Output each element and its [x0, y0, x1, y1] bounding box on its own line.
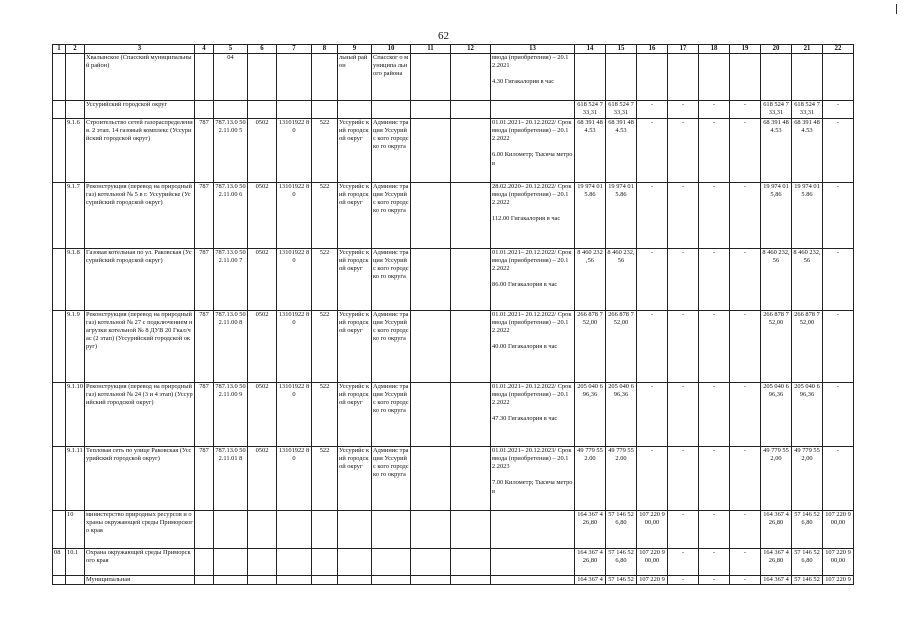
cell-col-9 [338, 511, 372, 549]
table-row [53, 249, 854, 311]
cell-col-20: 164 367 4 26,80 [761, 549, 792, 576]
cell-col-9: Уссурийс кий городской округ [338, 311, 372, 383]
cell-col-7 [277, 54, 312, 101]
cell-col-22 [823, 54, 854, 101]
cell-col-10 [372, 549, 411, 576]
cell-col-7: 13101922 80 [277, 183, 312, 249]
header-cell-2: 2 [66, 45, 85, 54]
cell-col-18: - [699, 119, 730, 183]
cell-col-5 [214, 576, 248, 585]
table-row [53, 311, 854, 383]
cell-col-12 [451, 54, 491, 101]
cell-col-14: 164 367 4 26,80 [575, 549, 606, 576]
cell-col-12 [451, 119, 491, 183]
cell-col-4: 787 [195, 183, 214, 249]
cell-col-21 [792, 54, 823, 101]
cell-col-4: 787 [195, 249, 214, 311]
cell-col-11 [411, 119, 451, 183]
cell-col-11 [411, 576, 451, 585]
cell-col-7 [277, 511, 312, 549]
cell-col-9 [338, 576, 372, 585]
cell-col-9: Уссурийс кий городской округ [338, 183, 372, 249]
cell-col-4 [195, 101, 214, 119]
cell-col-19: - [730, 311, 761, 383]
cell-col-4: 787 [195, 447, 214, 511]
cell-col-13: 01.01.2021– 20.12.2022/ Срок ввода (приобретения) – 20.12.2022 40.00 Гигакалория в час [491, 311, 575, 383]
cell-col-7: 13101922 80 [277, 311, 312, 383]
cell-col-3: министерство природных ресурсов и охраны окружающей среды Приморского края [85, 511, 195, 549]
cell-col-14: 205 040 6 96,36 [575, 383, 606, 447]
cell-col-6: 0502 [248, 183, 277, 249]
cell-col-16: - [637, 119, 668, 183]
header-cell-12: 12 [451, 45, 491, 54]
cell-col-11 [411, 249, 451, 311]
cell-col-8 [312, 576, 338, 585]
header-cell-10: 10 [372, 45, 411, 54]
cell-col-3: Реконструкция (перевод на природный газ) котельной № 24 (3 и 4 этап) (Уссурийский городской округ) [85, 383, 195, 447]
cell-col-2: 10.1 [66, 549, 85, 576]
cell-col-13 [491, 101, 575, 119]
cell-col-18: - [699, 311, 730, 383]
header-cell-6: 6 [248, 45, 277, 54]
cell-col-7: 13101922 80 [277, 383, 312, 447]
cell-col-22: - [823, 101, 854, 119]
cell-col-5: 787.13.0 502.11.00 9 [214, 383, 248, 447]
cell-col-11 [411, 311, 451, 383]
cell-col-12 [451, 249, 491, 311]
header-cell-18: 18 [699, 45, 730, 54]
cell-col-4: 787 [195, 119, 214, 183]
cell-col-22: 107 220 9 00,00 [823, 549, 854, 576]
cell-col-19: - [730, 183, 761, 249]
cell-col-3: Тепловая сеть по улице Раковская (Уссурийский городской округ) [85, 447, 195, 511]
table-body [53, 45, 854, 585]
cell-col-1 [53, 576, 66, 585]
cell-col-13 [491, 549, 575, 576]
cell-col-11 [411, 383, 451, 447]
cell-col-20: 266 878 7 52,00 [761, 311, 792, 383]
cell-col-16: 107 220 9 00,00 [637, 511, 668, 549]
cell-col-11 [411, 101, 451, 119]
cell-col-20: 205 040 6 96,36 [761, 383, 792, 447]
cell-col-8: 522 [312, 119, 338, 183]
cell-col-3: Газовая котельная по ул. Раковская (Уссурийский городской округ) [85, 249, 195, 311]
cell-col-4 [195, 549, 214, 576]
cell-col-2 [66, 101, 85, 119]
cell-col-21: 618 524 7 33,31 [792, 101, 823, 119]
cell-col-19: - [730, 249, 761, 311]
cell-col-13: ввода (приобретения) – 20.12.2021 4.30 Гигакалория в час [491, 54, 575, 101]
cell-col-8: 522 [312, 383, 338, 447]
cell-col-15: 205 040 6 96,36 [606, 383, 637, 447]
table-row [53, 119, 854, 183]
cell-col-16: - [637, 447, 668, 511]
cell-col-10 [372, 511, 411, 549]
cell-col-10: Админис трация Уссурийс кого городско го округа [372, 383, 411, 447]
header-cell-14: 14 [575, 45, 606, 54]
cell-col-13: 01.01.2021– 20.12.2022/ Срок ввода (приобретения) – 20.12.2022 47.30 Гигакалория в час [491, 383, 575, 447]
cell-col-4: 787 [195, 383, 214, 447]
cell-col-10: Админис трация Уссурийс кого городско го округа [372, 311, 411, 383]
cell-col-15: 266 878 7 52,00 [606, 311, 637, 383]
cell-col-6: 0502 [248, 119, 277, 183]
cell-col-13 [491, 576, 575, 585]
cell-col-5 [214, 101, 248, 119]
cell-col-6 [248, 101, 277, 119]
cell-col-10 [372, 101, 411, 119]
cell-col-18: - [699, 249, 730, 311]
header-cell-21: 21 [792, 45, 823, 54]
cell-col-5: 787.13.0 502.11.00 6 [214, 183, 248, 249]
cell-col-2: 9.1.10 [66, 383, 85, 447]
header-cell-11: 11 [411, 45, 451, 54]
cell-col-21: 57 146 52 6,80 [792, 511, 823, 549]
cell-col-4 [195, 54, 214, 101]
cell-col-2: 9.1.11 [66, 447, 85, 511]
cell-col-8 [312, 511, 338, 549]
cell-col-20: 49 779 55 2,00 [761, 447, 792, 511]
cell-col-6: 0502 [248, 383, 277, 447]
cell-col-20: 618 524 7 33,31 [761, 101, 792, 119]
header-cell-19: 19 [730, 45, 761, 54]
cell-col-14: 266 878 7 52,00 [575, 311, 606, 383]
cell-col-3: Хвалынское (Спасский муниципальный район) [85, 54, 195, 101]
cell-col-9: льный район [338, 54, 372, 101]
header-cell-5: 5 [214, 45, 248, 54]
header-cell-13: 13 [491, 45, 575, 54]
cell-col-18: - [699, 101, 730, 119]
cell-col-18: - [699, 447, 730, 511]
cell-col-3: Муниципальная [85, 576, 195, 585]
cell-col-18: - [699, 549, 730, 576]
cell-col-9: Уссурийс кий городской округ [338, 383, 372, 447]
cell-col-12 [451, 101, 491, 119]
cell-col-10: Админис трация Уссурийс кого городско го округа [372, 119, 411, 183]
cell-col-14: 164 367 4 26,80 [575, 511, 606, 549]
cell-col-22: - [823, 183, 854, 249]
cell-col-1 [53, 54, 66, 101]
cell-col-14: 19 974 01 5.86 [575, 183, 606, 249]
cell-col-16: - [637, 249, 668, 311]
cell-col-3: Уссурийский городской округ [85, 101, 195, 119]
cell-col-20: 164 367 4 [761, 576, 792, 585]
cell-col-18: - [699, 183, 730, 249]
cell-col-17: - [668, 119, 699, 183]
cell-col-20: 19 974 01 5,86 [761, 183, 792, 249]
cell-col-9: Уссурийс кий городской округ [338, 447, 372, 511]
cell-col-16: 107 220 9 00,00 [637, 549, 668, 576]
cell-col-8: 522 [312, 249, 338, 311]
table-row [53, 101, 854, 119]
cell-col-5 [214, 549, 248, 576]
cell-col-15: 19 974 01 5.86 [606, 183, 637, 249]
cell-col-21: 266 878 7 52,00 [792, 311, 823, 383]
budget-table [52, 44, 854, 585]
cell-col-2: 10 [66, 511, 85, 549]
cell-col-1: 08 [53, 549, 66, 576]
cell-col-13: 01.01.2021– 20.12.2022/ Срок ввода (приобретения) – 20.12.2022 86.00 Гигакалория в час [491, 249, 575, 311]
cell-col-4 [195, 576, 214, 585]
cell-col-7: 13101922 80 [277, 447, 312, 511]
cell-col-6 [248, 511, 277, 549]
cell-col-20: 68 391 48 4.53 [761, 119, 792, 183]
cell-col-8 [312, 101, 338, 119]
cell-col-18: - [699, 383, 730, 447]
cell-col-15: 57 146 52 [606, 576, 637, 585]
cell-col-2: 9.1.7 [66, 183, 85, 249]
cell-col-9 [338, 549, 372, 576]
table-row [53, 511, 854, 549]
cell-col-8: 522 [312, 183, 338, 249]
cell-col-1 [53, 383, 66, 447]
header-cell-16: 16 [637, 45, 668, 54]
cell-col-6 [248, 54, 277, 101]
cell-col-19: - [730, 576, 761, 585]
cell-col-1 [53, 447, 66, 511]
cell-col-11 [411, 549, 451, 576]
cell-col-7 [277, 576, 312, 585]
cell-col-14: 68 391 48 4.53 [575, 119, 606, 183]
cell-col-20 [761, 54, 792, 101]
cell-col-21: 205 040 6 96,36 [792, 383, 823, 447]
cell-col-9: Уссурийс кий городской округ [338, 119, 372, 183]
cell-col-16 [637, 54, 668, 101]
cell-col-3: Охрана окружающей среды Приморского края [85, 549, 195, 576]
cell-col-18: - [699, 511, 730, 549]
header-cell-3: 3 [85, 45, 195, 54]
cell-col-22: - [823, 383, 854, 447]
cell-col-20: 164 367 4 26,80 [761, 511, 792, 549]
cell-col-17: - [668, 249, 699, 311]
cell-col-1 [53, 311, 66, 383]
cell-col-13: 01.01.2021– 20.12.2023/ Срок ввода (приобретения) – 20.12.2023 7.00 Километр; Тысяча метров [491, 447, 575, 511]
cell-col-5: 787.13.0 502.11.00 8 [214, 311, 248, 383]
cell-col-15: 49 779 55 2.00 [606, 447, 637, 511]
cell-col-20: 8 460 232, 56 [761, 249, 792, 311]
cell-col-15: 57 146 52 6,80 [606, 511, 637, 549]
cell-col-7 [277, 101, 312, 119]
cell-col-16: - [637, 383, 668, 447]
cell-col-8 [312, 549, 338, 576]
cell-col-8: 522 [312, 447, 338, 511]
cell-col-8 [312, 54, 338, 101]
table-row [53, 549, 854, 576]
cell-col-1 [53, 511, 66, 549]
cell-col-14: 49 779 55 2.00 [575, 447, 606, 511]
cell-col-1 [53, 119, 66, 183]
header-row [53, 45, 854, 54]
cell-col-11 [411, 511, 451, 549]
cell-col-17: - [668, 549, 699, 576]
cell-col-11 [411, 447, 451, 511]
cell-col-6: 0502 [248, 249, 277, 311]
cell-col-21: 68 391 48 4.53 [792, 119, 823, 183]
cell-col-12 [451, 549, 491, 576]
header-cell-22: 22 [823, 45, 854, 54]
cell-col-6 [248, 576, 277, 585]
cell-col-14: 618 524 7 33,31 [575, 101, 606, 119]
cell-col-10 [372, 576, 411, 585]
header-cell-20: 20 [761, 45, 792, 54]
cell-col-2: 9.1.6 [66, 119, 85, 183]
cell-col-2 [66, 54, 85, 101]
cell-col-16: 107 220 9 [637, 576, 668, 585]
margin-mark [896, 4, 897, 14]
cell-col-5: 787.13.0 502.11.01 8 [214, 447, 248, 511]
table-row [53, 54, 854, 101]
cell-col-19: - [730, 119, 761, 183]
cell-col-21: 57 146 52 6,80 [792, 549, 823, 576]
cell-col-6 [248, 549, 277, 576]
cell-col-22: - [823, 249, 854, 311]
header-cell-9: 9 [338, 45, 372, 54]
cell-col-17: - [668, 447, 699, 511]
cell-col-10: Админис трация Уссурийс кого городско го округа [372, 447, 411, 511]
cell-col-17: - [668, 101, 699, 119]
cell-col-19: - [730, 511, 761, 549]
cell-col-19: - [730, 447, 761, 511]
table-row [53, 576, 854, 585]
cell-col-19: - [730, 549, 761, 576]
cell-col-3: Строительство сетей газораспределения. 2 этап. 14 газовый комплекс (Уссурийский городской округ) [85, 119, 195, 183]
cell-col-16: - [637, 311, 668, 383]
cell-col-18 [699, 54, 730, 101]
cell-col-21: 19 974 01 5.86 [792, 183, 823, 249]
cell-col-14: 8 460 232 ,56 [575, 249, 606, 311]
page-number: 62 [438, 30, 449, 42]
cell-col-15: 57 146 52 6,80 [606, 549, 637, 576]
cell-col-5: 787.13.0 502.11.00 7 [214, 249, 248, 311]
cell-col-16: - [637, 101, 668, 119]
cell-col-14: 164 367 4 [575, 576, 606, 585]
cell-col-11 [411, 183, 451, 249]
cell-col-1 [53, 101, 66, 119]
cell-col-7: 13101922 80 [277, 119, 312, 183]
header-cell-1: 1 [53, 45, 66, 54]
cell-col-5 [214, 511, 248, 549]
cell-col-3: Реконструкция (перевод на природный газ) котельной № 5 в г. Уссурийске (Уссурийский городской округ) [85, 183, 195, 249]
cell-col-2: 9.1.9 [66, 311, 85, 383]
cell-col-12 [451, 383, 491, 447]
header-cell-17: 17 [668, 45, 699, 54]
cell-col-10: Админис трация Уссурийс кого городско го округа [372, 249, 411, 311]
cell-col-8: 522 [312, 311, 338, 383]
cell-col-12 [451, 576, 491, 585]
cell-col-1 [53, 183, 66, 249]
cell-col-12 [451, 447, 491, 511]
cell-col-16: - [637, 183, 668, 249]
cell-col-2: 9.1.8 [66, 249, 85, 311]
cell-col-9 [338, 101, 372, 119]
cell-col-19 [730, 54, 761, 101]
cell-col-22: 107 220 9 [823, 576, 854, 585]
cell-col-17: - [668, 576, 699, 585]
cell-col-19: - [730, 101, 761, 119]
cell-col-13: 01.01.2021– 20.12.2022/ Срок ввода (приобретения) – 20.12.2022 6.00 Километр; Тысяча метров [491, 119, 575, 183]
cell-col-10: Спасског о муниципа льного района [372, 54, 411, 101]
header-cell-15: 15 [606, 45, 637, 54]
cell-col-17: - [668, 511, 699, 549]
cell-col-15 [606, 54, 637, 101]
cell-col-17: - [668, 383, 699, 447]
cell-col-7: 13101922 80 [277, 249, 312, 311]
cell-col-9: Уссурийс кий городской округ [338, 249, 372, 311]
cell-col-2 [66, 576, 85, 585]
cell-col-11 [411, 54, 451, 101]
cell-col-19: - [730, 383, 761, 447]
cell-col-12 [451, 311, 491, 383]
table-row [53, 447, 854, 511]
cell-col-17: - [668, 311, 699, 383]
cell-col-21: 57 146 52 [792, 576, 823, 585]
cell-col-21: 49 779 55 2,00 [792, 447, 823, 511]
table-row [53, 383, 854, 447]
header-cell-4: 4 [195, 45, 214, 54]
cell-col-12 [451, 183, 491, 249]
cell-col-18: - [699, 576, 730, 585]
cell-col-15: 618 524 7 33,31 [606, 101, 637, 119]
cell-col-4 [195, 511, 214, 549]
cell-col-1 [53, 249, 66, 311]
cell-col-6: 0502 [248, 311, 277, 383]
cell-col-6: 0502 [248, 447, 277, 511]
cell-col-17: - [668, 183, 699, 249]
cell-col-5: 787.13.0 502.11.00 5 [214, 119, 248, 183]
cell-col-22: - [823, 119, 854, 183]
cell-col-15: 68 391 48 4.53 [606, 119, 637, 183]
header-cell-8: 8 [312, 45, 338, 54]
cell-col-21: 8 460 232, 56 [792, 249, 823, 311]
cell-col-22: - [823, 447, 854, 511]
cell-col-13 [491, 511, 575, 549]
cell-col-14 [575, 54, 606, 101]
cell-col-7 [277, 549, 312, 576]
cell-col-10: Админис трация Уссурийс кого городско го округа [372, 183, 411, 249]
cell-col-12 [451, 511, 491, 549]
cell-col-3: Реконструкция (перевод на природный газ) котельной № 27 с подключением нагрузки котельной № 8 ДУВ 20 Гкал/час (2 этап) (Уссурийский городской округ) [85, 311, 195, 383]
cell-col-22: 107 220 9 00,00 [823, 511, 854, 549]
table-row [53, 183, 854, 249]
cell-col-17 [668, 54, 699, 101]
cell-col-5: 04 [214, 54, 248, 101]
cell-col-13: 28.02.2020– 20.12.2022/ Срок ввода (приобретения) – 20.12.2022 112.00 Гигакалория в час [491, 183, 575, 249]
cell-col-15: 8 460 232, 56 [606, 249, 637, 311]
cell-col-4: 787 [195, 311, 214, 383]
cell-col-22: - [823, 311, 854, 383]
header-cell-7: 7 [277, 45, 312, 54]
